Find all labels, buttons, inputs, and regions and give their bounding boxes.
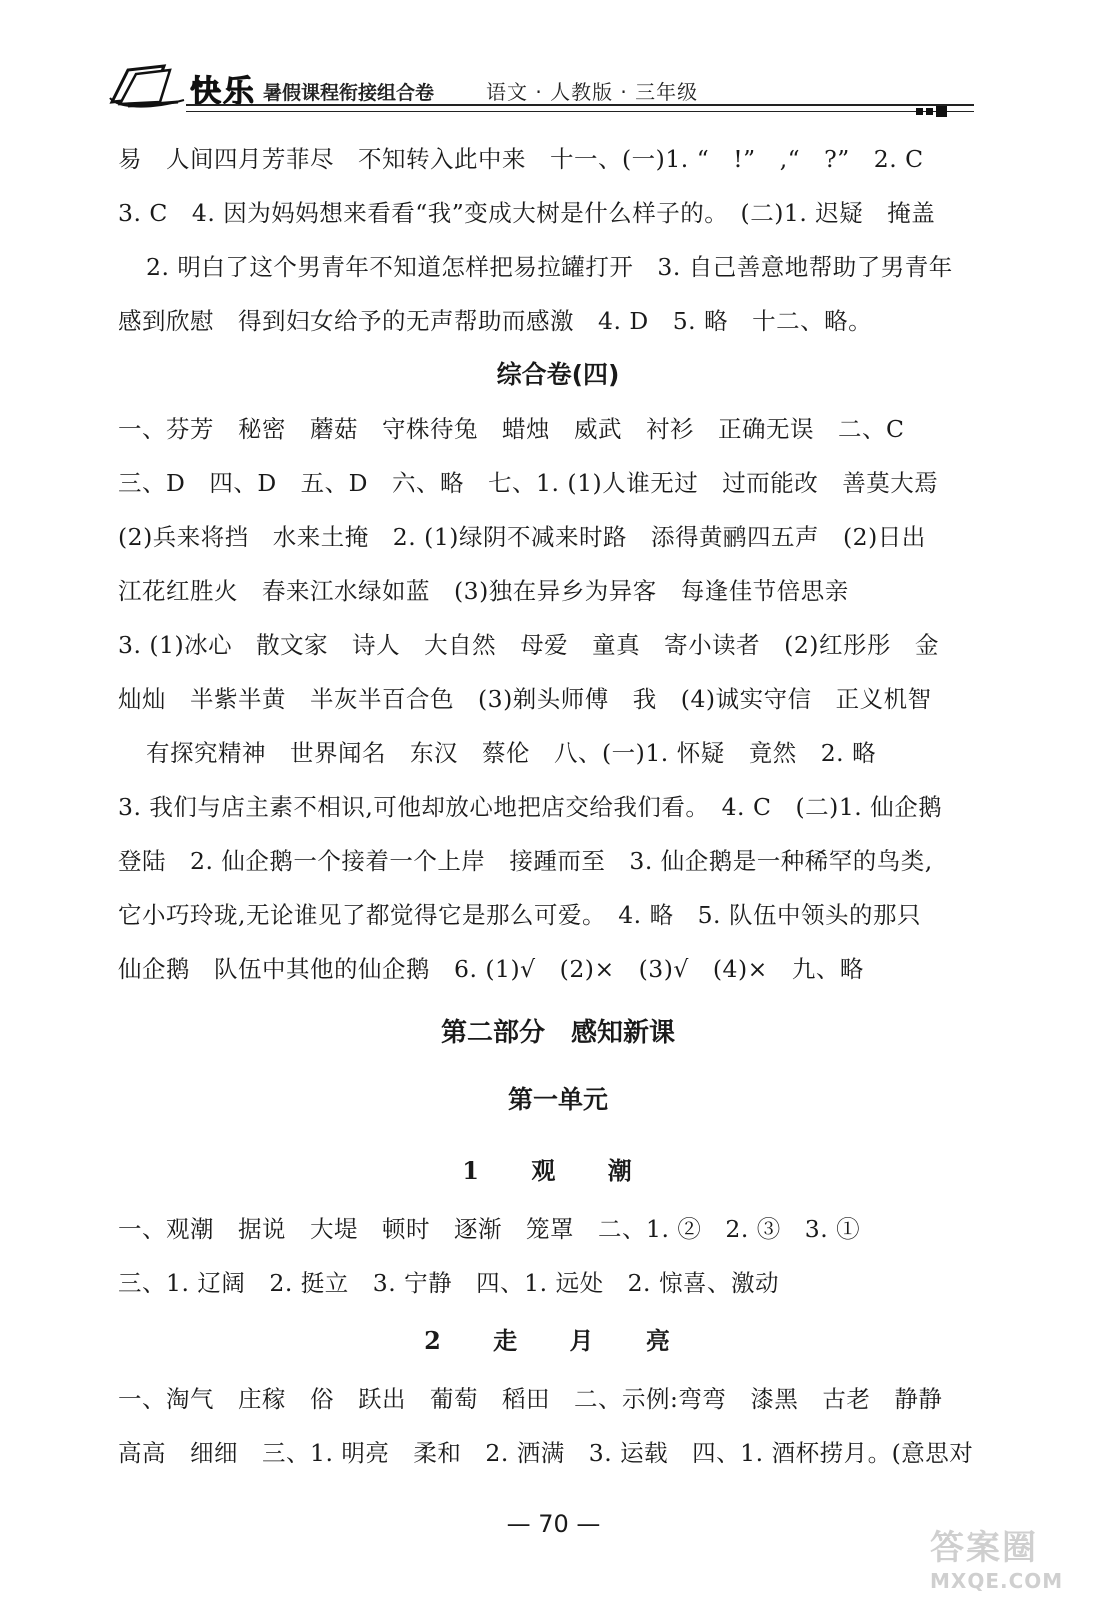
page-header: [108, 60, 998, 114]
subject-label: 语文 · 人教版 · 三年级: [486, 80, 699, 104]
text-line: 3. C 4. 因为妈妈想来看看“我”变成大树是什么样子的。 (二)1. 迟疑 掩盖: [118, 199, 936, 227]
text-line: 一、观潮 据说 大堤 顿时 逐渐 笼罩 二、1. ② 2. ③ 3. ①: [118, 1215, 861, 1243]
answer-content: [118, 132, 998, 1480]
section-heading: 综合卷(四): [496, 360, 620, 389]
text-line: 江花红胜火 春来江水绿如蓝 (3)独在异乡为异客 每逢佳节倍思亲: [118, 577, 849, 605]
text-line: 灿灿 半紫半黄 半灰半百合色 (3)剃头师傅 我 (4)诚实守信 正义机智: [118, 685, 932, 713]
page-number: — 70 —: [506, 1510, 601, 1538]
watermark-url: MXQE.COM: [930, 1569, 1064, 1593]
lesson-heading: 2 走 月 亮: [424, 1326, 692, 1355]
text-line: 登陆 2. 仙企鹅一个接着一个上岸 接踵而至 3. 仙企鹅是一种稀罕的鸟类,: [118, 847, 933, 875]
text-line: 仙企鹅 队伍中其他的仙企鹅 6. (1)√ (2)× (3)√ (4)× 九、略: [118, 955, 864, 983]
series-title: 暑假课程衔接组合卷: [263, 82, 435, 104]
text-line: 有探究精神 世界闻名 东汉 蔡伦 八、(一)1. 怀疑 竟然 2. 略: [146, 739, 877, 767]
text-line: 2. 明白了这个男青年不知道怎样把易拉罐打开 3. 自己善意地帮助了男青年: [146, 253, 953, 281]
text-line: 3. 我们与店主素不相识,可他却放心地把店交给我们看。 4. C (二)1. 仙企鹅: [118, 793, 943, 821]
text-line: 高高 细细 三、1. 明亮 柔和 2. 洒满 3. 运载 四、1. 酒杯捞月。(意思对: [118, 1439, 974, 1467]
text-line: 三、1. 辽阔 2. 挺立 3. 宁静 四、1. 远处 2. 惊喜、激动: [118, 1269, 779, 1297]
text-line: 易 人间四月芳菲尽 不知转入此中来 十一、(一)1. “ !” ,“ ?” 2. C: [118, 145, 924, 173]
watermark-text: 答案圈: [930, 1528, 1038, 1568]
book-logo-icon: [108, 62, 188, 110]
part-heading: 第二部分 感知新课: [440, 1018, 675, 1048]
text-line: (2)兵来将挡 水来土掩 2. (1)绿阴不减来时路 添得黄鹂四五声 (2)日出: [118, 523, 926, 551]
watermark-logo: [930, 1520, 1100, 1593]
text-line: 一、淘气 庄稼 俗 跃出 葡萄 稻田 二、示例:弯弯 漆黑 古老 静静: [118, 1385, 943, 1413]
unit-heading: 第一单元: [507, 1085, 608, 1114]
header-divider: [186, 104, 974, 112]
text-line: 3. (1)冰心 散文家 诗人 大自然 母爱 童真 寄小读者 (2)红彤彤 金: [118, 631, 939, 659]
brand-title: 快乐: [190, 74, 256, 110]
lesson-heading: 1 观 潮: [462, 1156, 654, 1185]
text-line: 感到欣慰 得到妇女给予的无声帮助而感激 4. D 5. 略 十二、略。: [118, 307, 873, 335]
text-line: 三、D 四、D 五、D 六、略 七、1. (1)人谁无过 过而能改 善莫大焉: [118, 469, 939, 497]
text-line: 它小巧玲珑,无论谁见了都觉得它是那么可爱。 4. 略 5. 队伍中领头的那只: [118, 901, 922, 929]
text-line: 一、芬芳 秘密 蘑菇 守株待兔 蜡烛 威武 衬衫 正确无误 二、C: [118, 415, 905, 443]
header-dots-decoration: [916, 100, 976, 112]
